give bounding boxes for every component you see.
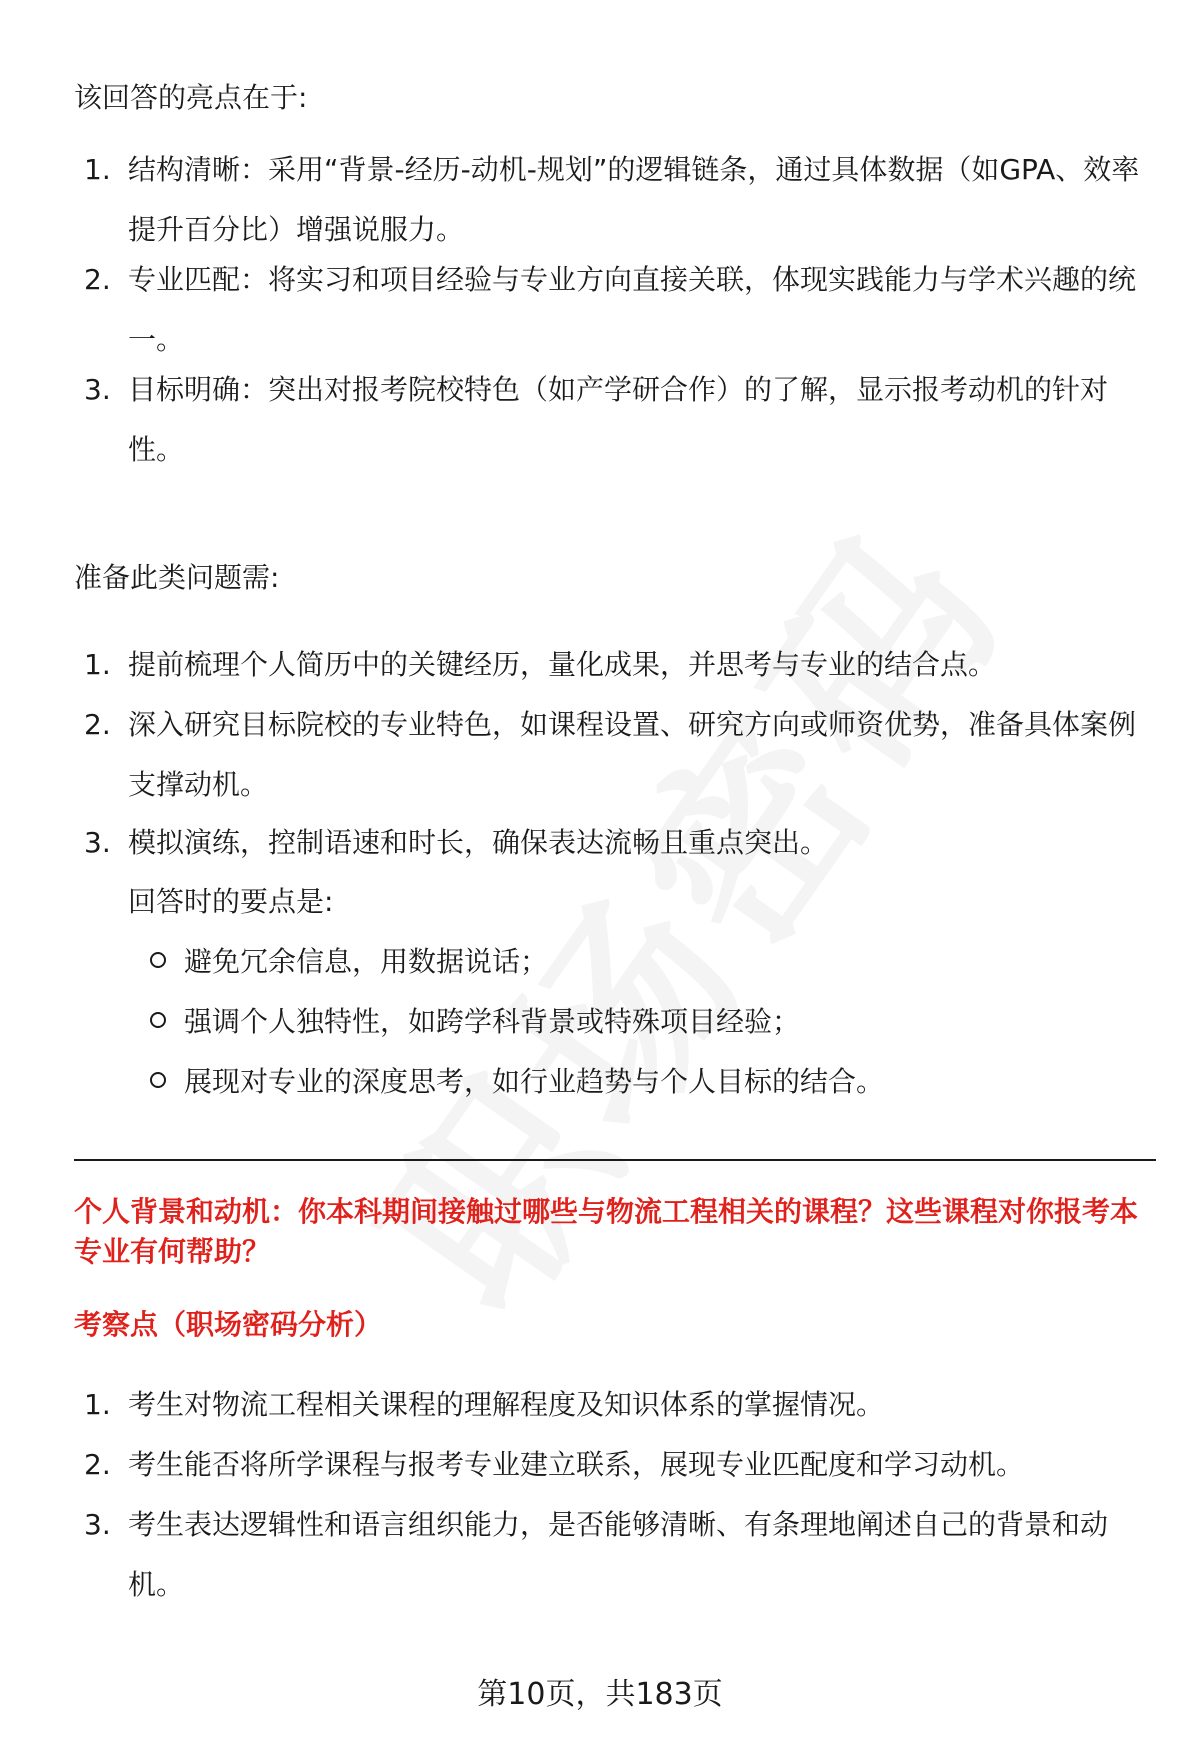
bullet-text: 强调个人独特性，如跨学科背景或特殊项目经验； <box>184 1005 801 1038</box>
page-number-footer: 第10页，共183页 <box>477 1677 723 1712</box>
bullet-item <box>150 942 548 982</box>
list-number: 2. <box>84 1448 111 1481</box>
question-heading: 个人背景和动机：你本科期间接触过哪些与物流工程相关的课程？这些课程对你报考本专业有何帮助？ <box>74 1195 1139 1268</box>
answer-points-label: 回答时的要点是: <box>128 885 334 918</box>
bullet-text: 避免冗余信息，用数据说话； <box>184 945 549 978</box>
list-text: 模拟演练，控制语速和时长，确保表达流畅且重点突出。 <box>128 826 829 859</box>
list-text: 提前梳理个人简历中的关键经历，量化成果，并思考与专业的结合点。 <box>128 648 997 681</box>
prep-heading: 准备此类问题需: <box>74 561 280 594</box>
circle-bullet-icon <box>150 952 166 968</box>
intro-heading: 该回答的亮点在于: <box>74 81 308 114</box>
list-text: 考生对物流工程相关课程的理解程度及知识体系的掌握情况。 <box>128 1388 885 1421</box>
bullet-item <box>150 1062 884 1102</box>
list-text: 专业匹配：将实习和项目经验与专业方向直接关联，体现实践能力与学术兴趣的统一。 <box>128 263 1137 356</box>
bullet-item <box>150 1002 800 1042</box>
list-text: 考生能否将所学课程与报考专业建立联系，展现专业匹配度和学习动机。 <box>128 1448 1025 1481</box>
list-text: 目标明确：突出对报考院校特色（如产学研合作）的了解，显示报考动机的针对性。 <box>128 373 1109 466</box>
bullet-text: 展现对专业的深度思考，如行业趋势与个人目标的结合。 <box>184 1065 885 1098</box>
list-text: 深入研究目标院校的专业特色，如课程设置、研究方向或师资优势，准备具体案例支撑动机。 <box>128 708 1137 801</box>
list-number: 2. <box>84 708 111 741</box>
list-number: 1. <box>84 648 111 681</box>
list-number: 1. <box>84 153 111 186</box>
circle-bullet-icon <box>150 1072 166 1088</box>
list-text: 结构清晰：采用“背景-经历-动机-规划”的逻辑链条，通过具体数据（如GPA、效率提升百分比）增强说服力。 <box>128 153 1140 246</box>
focus-heading: 考察点（职场密码分析） <box>74 1308 383 1341</box>
list-number: 3. <box>84 1508 111 1541</box>
list-number: 3. <box>84 826 111 859</box>
list-number: 3. <box>84 373 111 406</box>
section-divider <box>74 1159 1156 1161</box>
list-text: 考生表达逻辑性和语言组织能力，是否能够清晰、有条理地阐述自己的背景和动机。 <box>128 1508 1109 1601</box>
list-number: 2. <box>84 263 111 296</box>
list-number: 1. <box>84 1388 111 1421</box>
circle-bullet-icon <box>150 1012 166 1028</box>
